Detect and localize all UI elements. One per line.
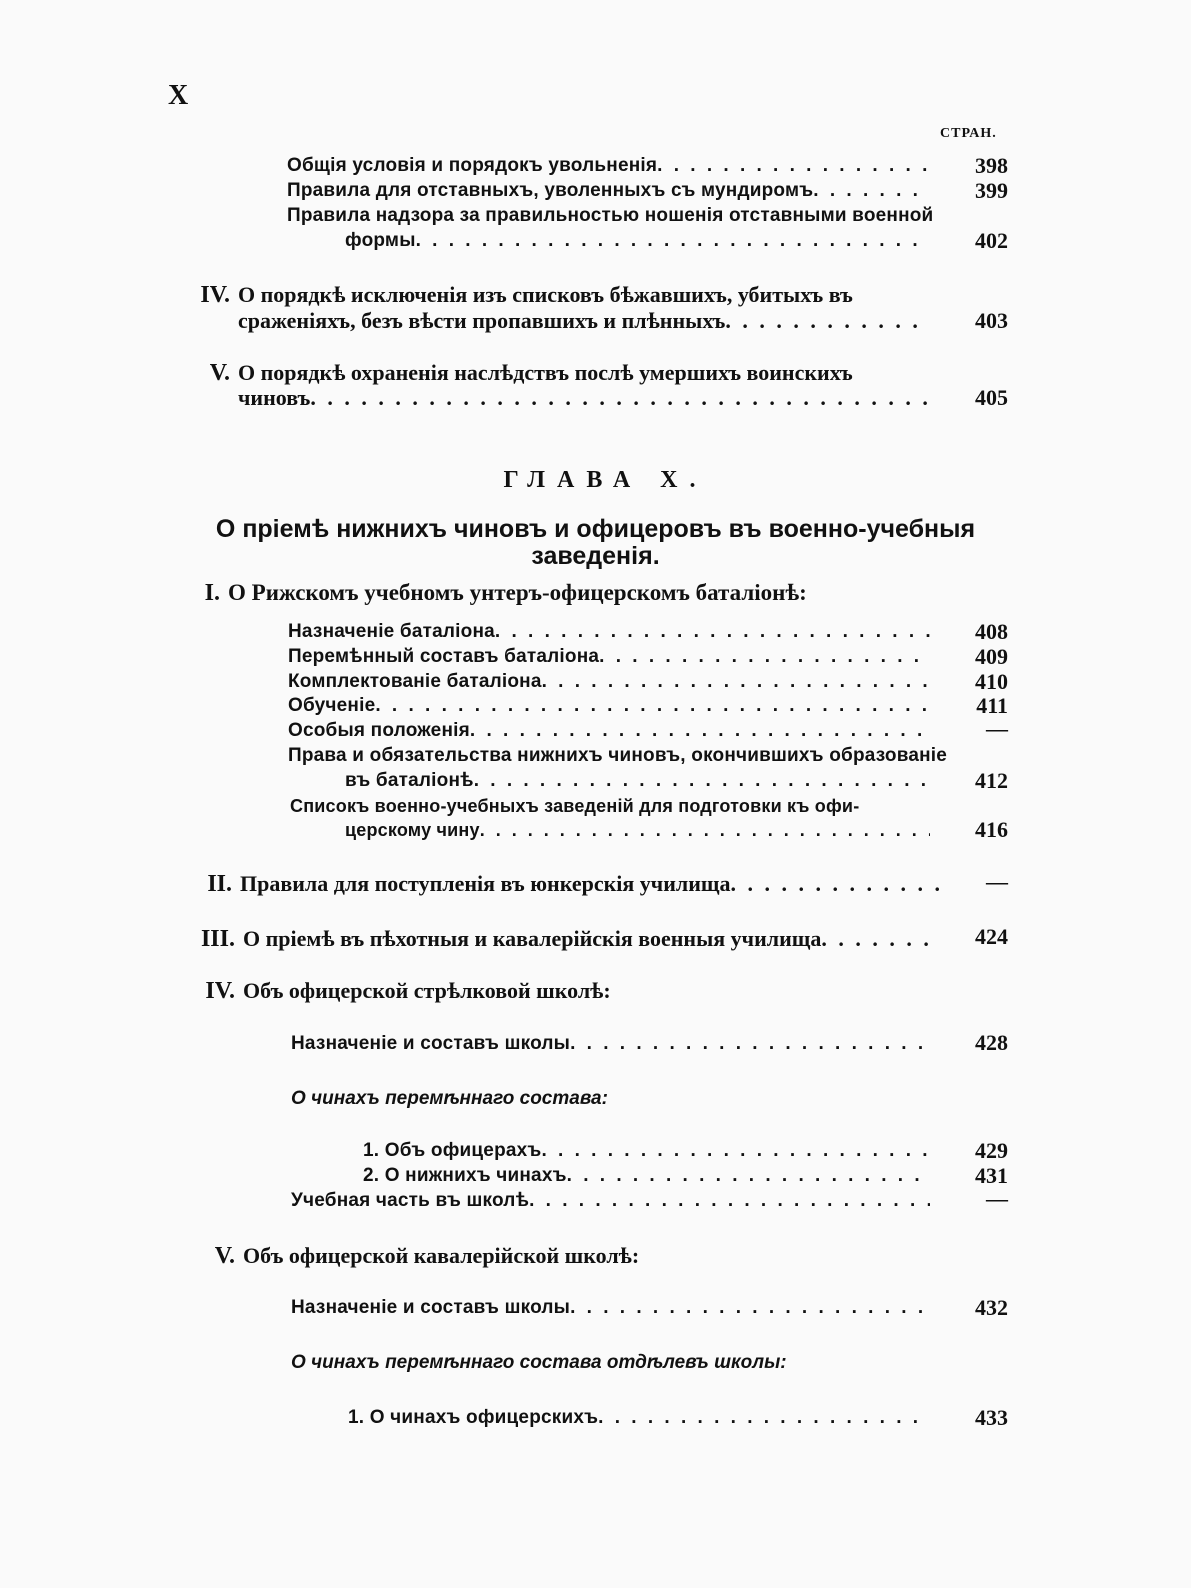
section-number: V.: [214, 1243, 235, 1269]
toc-entry: 2. О нижнихъ чинахъ . . .: [363, 1165, 930, 1187]
toc-page: 398: [975, 153, 1008, 178]
toc-entry: 1. Объ офицерахъ . . .: [363, 1140, 930, 1162]
toc-page: 405: [975, 385, 1008, 410]
toc-entry: Назначеніе баталіона . . .: [288, 621, 930, 643]
toc-page: 403: [975, 308, 1008, 333]
page-number: X: [168, 80, 189, 111]
toc-page: 409: [975, 644, 1008, 669]
toc-page: 416: [975, 817, 1008, 842]
section-number: III.: [200, 926, 235, 952]
toc-entry: Особыя положенія . . .: [288, 720, 930, 742]
section-title: О Рижскомъ учебномъ унтеръ-офицерскомъ баталіонѣ:: [228, 580, 807, 605]
toc-entry-line2: въ баталіонѣ . . .: [345, 770, 930, 792]
section-title: Объ офицерской стрѣлковой школѣ:: [243, 978, 611, 1003]
toc-entry: Назначеніе и составъ школы . . .: [291, 1297, 930, 1319]
toc-entry: Учебная часть въ школѣ . . .: [291, 1190, 930, 1212]
toc-page: 410: [975, 669, 1008, 694]
toc-page: 411: [976, 693, 1008, 718]
toc-entry: Перемѣнный составъ баталіона . . .: [288, 646, 930, 668]
section-title: Правила для поступленія въ юнкерскія училища . . .: [240, 871, 940, 897]
toc-page: —: [986, 869, 1008, 894]
toc-page: 428: [975, 1030, 1008, 1055]
toc-entry-line1: Права и обязательства нижнихъ чиновъ, окончившихъ образованіе: [288, 745, 948, 766]
toc-page: —: [986, 716, 1008, 741]
toc-entry: Обученіе . . .: [288, 695, 930, 717]
toc-page: 424: [975, 924, 1008, 949]
section-title: Объ офицерской кавалерійской школѣ:: [243, 1243, 640, 1268]
toc-entry-line1: Правила надзора за правильностью ношенія отставными военной: [287, 205, 934, 226]
toc-page: 429: [975, 1138, 1008, 1163]
chapter-title-line2: заведенія.: [531, 542, 660, 570]
section-number: IV.: [205, 978, 235, 1004]
toc-entry-line2: церскому чину . . .: [345, 820, 930, 841]
section-number: V.: [209, 360, 230, 386]
section-title-line1: О порядкѣ исключенія изъ списковъ бѣжавшихъ, убитыхъ въ: [238, 282, 853, 307]
section-title: О пріемѣ въ пѣхотныя и кавалерійскія военныя училища . . .: [243, 926, 940, 952]
toc-page: —: [986, 1186, 1008, 1211]
toc-entry: Назначеніе и составъ школы . . .: [291, 1033, 930, 1055]
toc-page: 408: [975, 619, 1008, 644]
section-title-line2: чиновъ . . .: [238, 385, 929, 411]
toc-entry: Общія условія и порядокъ увольненія . . .: [287, 155, 929, 177]
toc-entry: Правила для отставныхъ, уволенныхъ съ мундиромъ . . .: [287, 180, 929, 202]
subheading: О чинахъ перемѣннаго состава отдѣлевъ школы:: [291, 1352, 787, 1373]
subheading: О чинахъ перемѣннаго состава:: [291, 1088, 608, 1109]
chapter-title-line1: О пріемѣ нижнихъ чиновъ и офицеровъ въ военно-учебныя: [215, 515, 976, 543]
toc-page: 431: [975, 1163, 1008, 1188]
section-title-line2: сраженіяхъ, безъ вѣсти пропавшихъ и плѣнныхъ . . .: [238, 308, 929, 334]
toc-entry: 1. О чинахъ офицерскихъ . . .: [348, 1407, 930, 1429]
toc-entry-line2: формы . . .: [345, 230, 929, 252]
toc-entry-line1: Списокъ военно-учебныхъ заведеній для подготовки къ офи-: [290, 796, 860, 816]
section-number: II.: [207, 871, 232, 897]
section-number: I.: [204, 580, 220, 606]
toc-page: 432: [975, 1295, 1008, 1320]
toc-page: 402: [975, 228, 1008, 253]
section-title-line1: О порядкѣ охраненія наслѣдствъ послѣ умершихъ воинскихъ: [238, 360, 853, 385]
toc-entry: Комплектованіе баталіона . . .: [288, 671, 930, 693]
section-number: IV.: [200, 282, 230, 308]
toc-page: 412: [975, 768, 1008, 793]
column-header: СТРАН.: [940, 126, 997, 141]
chapter-label: ГЛАВА X.: [503, 467, 708, 493]
toc-page: 433: [975, 1405, 1008, 1430]
toc-page: 399: [975, 178, 1008, 203]
